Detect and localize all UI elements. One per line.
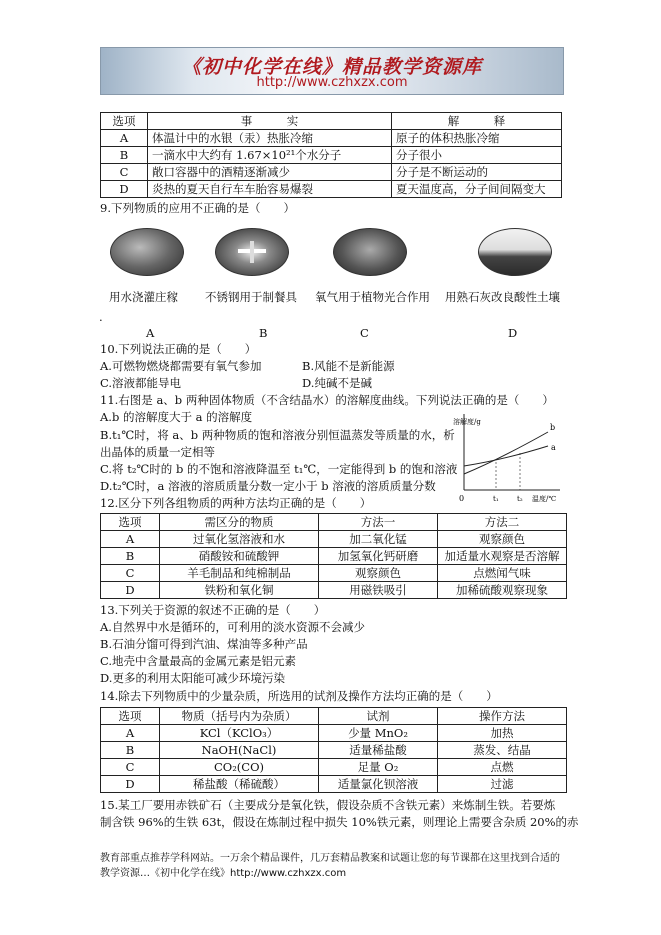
graph-label-a: a — [551, 443, 556, 452]
table-row — [101, 181, 562, 198]
graph-t1: t₁ — [493, 495, 499, 502]
question-15-line-1: 15.某工厂要用赤铁矿石（主要成分是氧化铁，假设杂质不含铁元素）来炼制生铁。若要炼 — [100, 798, 556, 812]
table-header-cell: 选项 — [101, 514, 160, 531]
option-letter-a: A — [146, 326, 155, 340]
question-13-option-a: A.自然界中水是循环的，可利用的淡水资源不会减少 — [100, 620, 365, 634]
plant-photo — [333, 228, 407, 276]
question-9-stem: 9.下列物质的应用不正确的是（ ） — [100, 201, 295, 215]
table-cell: 敞口容器中的酒精逐渐减少 — [148, 164, 392, 181]
table-cell: B — [101, 147, 148, 164]
table-row — [101, 725, 567, 742]
question-10-option-a: A.可燃物燃烧都需要有氧气参加 — [100, 359, 262, 373]
question-11-option-b-cont: 出晶体的质量一定相等 — [100, 445, 215, 459]
table-header-cell: 方法一 — [319, 514, 438, 531]
question-10-option-d: D.纯碱不是碱 — [302, 376, 372, 390]
solubility-graph — [448, 410, 566, 502]
table-cell: D — [101, 181, 148, 198]
table-cell: 加适量水观察是否溶解 — [438, 548, 567, 565]
table-row — [101, 742, 567, 759]
table-cell: 铁粉和氧化铜 — [160, 582, 319, 599]
table-cell: NaOH(NaCl) — [160, 742, 319, 759]
option-letter-c: C — [360, 326, 369, 340]
table-cell: 少量 MnO₂ — [319, 725, 438, 742]
table-cell: A — [101, 531, 160, 548]
tableware-photo — [215, 228, 289, 276]
table-row — [101, 582, 567, 599]
fork-spoon-icon — [216, 229, 288, 275]
table-cell: 适量氯化钡溶液 — [319, 776, 438, 793]
question-10-stem: 10.下列说法正确的是（ ） — [100, 342, 257, 356]
graph-x-label: 温度/℃ — [532, 495, 557, 502]
graph-t2: t₂ — [517, 495, 523, 502]
question-11-option-c: C.将 t₂℃时的 b 的不饱和溶液降温至 t₁℃，一定能得到 b 的饱和溶液 — [100, 462, 458, 476]
page-footer — [100, 851, 570, 881]
question-11-stem: 11.右图是 a、b 两种固体物质（不含结晶水）的溶解度曲线。下列说法正确的是（ ） — [100, 393, 554, 407]
table-cell: 炎热的夏天自行车车胎容易爆裂 — [148, 181, 392, 198]
table-header-cell: 需区分的物质 — [160, 514, 319, 531]
table-cell: 硝酸铵和硫酸钾 — [160, 548, 319, 565]
question-13-option-d: D.更多的利用太阳能可减少环境污染 — [100, 671, 285, 685]
distinguish-table — [100, 513, 567, 599]
footer-line-2[interactable]: 教学资源…《初中化学在线》http://www.czhxzx.com — [100, 868, 347, 879]
question-11-option-b: B.t₁℃时，将 a、b 两种物质的饱和溶液分别恒温蒸发等质量的水，析 — [100, 428, 455, 442]
table-header-cell: 试剂 — [319, 708, 438, 725]
table-cell: 加二氧化锰 — [319, 531, 438, 548]
soil-field-photo — [478, 228, 552, 276]
table-header-cell: 操作方法 — [438, 708, 567, 725]
table-cell: A — [101, 130, 148, 147]
curve-b — [464, 432, 548, 474]
caption-c: 氧气用于植物光合作用 — [315, 290, 430, 304]
table-row — [101, 548, 567, 565]
table-cell: 加稀硫酸观察现象 — [438, 582, 567, 599]
question-13-stem: 13.下列关于资源的叙述不正确的是（ ） — [100, 603, 326, 617]
table-header-row — [101, 113, 562, 130]
table-cell: 体温计中的水银（汞）热胀冷缩 — [148, 130, 392, 147]
table-cell: 足量 O₂ — [319, 759, 438, 776]
table-header-cell: 方法二 — [438, 514, 567, 531]
table-cell: 蒸发、结晶 — [438, 742, 567, 759]
table-cell: 稀盐酸（稀硫酸） — [160, 776, 319, 793]
table-cell: D — [101, 582, 160, 599]
option-letter-b: B — [259, 326, 268, 340]
table-row — [101, 130, 562, 147]
curve-a — [464, 446, 548, 466]
table-cell: 分子是不断运动的 — [392, 164, 562, 181]
table-cell: C — [101, 759, 160, 776]
table-row — [101, 147, 562, 164]
table-row — [101, 531, 567, 548]
table-cell: B — [101, 742, 160, 759]
table-cell: A — [101, 725, 160, 742]
question-10-option-c: C.溶液都能导电 — [100, 376, 182, 390]
table-header-cell: 选项 — [101, 113, 148, 130]
table-cell: B — [101, 548, 160, 565]
table-cell: 用磁铁吸引 — [319, 582, 438, 599]
question-12-stem: 12.区分下列各组物质的两种方法均正确的是（ ） — [100, 496, 372, 510]
question-10-option-b: B.风能不是新能源 — [302, 359, 395, 373]
table-cell: 点燃闻气味 — [438, 565, 567, 582]
caption-a: 用水浇灌庄稼 — [109, 290, 178, 304]
caption-d: 用熟石灰改良酸性土壤 — [445, 290, 560, 304]
question-13-option-b: B.石油分馏可得到汽油、煤油等多种产品 — [100, 637, 308, 651]
impurity-table — [100, 707, 567, 793]
table-cell: 原子的体积热胀冷缩 — [392, 130, 562, 147]
banner-url[interactable]: http://www.czhxzx.com — [256, 75, 408, 90]
irrigation-photo — [110, 228, 184, 276]
table-cell: 点燃 — [438, 759, 567, 776]
banner-title: 《初中化学在线》精品教学资源库 — [181, 56, 482, 78]
table-cell: 羊毛制品和纯棉制品 — [160, 565, 319, 582]
table-cell: KCl（KClO₃） — [160, 725, 319, 742]
table-cell: 观察颜色 — [319, 565, 438, 582]
table-cell: C — [101, 164, 148, 181]
table-header-row — [101, 708, 567, 725]
table-cell: 加热 — [438, 725, 567, 742]
question-11-option-d: D.t₂℃时，a 溶液的溶质质量分数一定小于 b 溶液的溶质质量分数 — [100, 479, 436, 493]
graph-origin: 0 — [459, 494, 465, 502]
caption-b: 不锈钢用于制餐具 — [205, 290, 297, 304]
table-header-cell: 解 释 — [392, 113, 562, 130]
footer-line-1: 教育部重点推荐学科网站。一万余个精品课件，几万套精品教案和试题让您的每节课都在这里找到合适的 — [100, 853, 560, 864]
table-cell: CO₂(CO) — [160, 759, 319, 776]
table-header-cell: 事 实 — [148, 113, 392, 130]
table-row — [101, 776, 567, 793]
table-header-cell: 选项 — [101, 708, 160, 725]
option-letter-d: D — [508, 326, 518, 340]
table-row — [101, 565, 567, 582]
table-row — [101, 164, 562, 181]
table-cell: 一滴水中大约有 1.67×10²¹个水分子 — [148, 147, 392, 164]
graph-y-label: 溶解度/g — [453, 418, 481, 426]
table-header-row — [101, 514, 567, 531]
table-cell: 加氢氧化钙研磨 — [319, 548, 438, 565]
stray-dot: . — [99, 310, 103, 324]
table-cell: C — [101, 565, 160, 582]
question-15-line-2: 制含铁 96%的生铁 63t，假设在炼制过程中损失 10%铁元素，则理论上需要含杂质 20%的赤 — [100, 815, 579, 829]
graph-label-b: b — [550, 423, 556, 432]
header-banner — [100, 47, 564, 95]
table-cell: D — [101, 776, 160, 793]
question-14-stem: 14.除去下列物质中的少量杂质，所选用的试剂及操作方法均正确的是（ ） — [100, 689, 498, 703]
table-header-cell: 物质（括号内为杂质） — [160, 708, 319, 725]
question-11-option-a: A.b 的溶解度大于 a 的溶解度 — [100, 410, 253, 424]
table-cell: 过滤 — [438, 776, 567, 793]
table-cell: 观察颜色 — [438, 531, 567, 548]
table-row — [101, 759, 567, 776]
table-cell: 适量稀盐酸 — [319, 742, 438, 759]
table-cell: 过氧化氢溶液和水 — [160, 531, 319, 548]
table-cell: 分子很小 — [392, 147, 562, 164]
question-13-option-c: C.地壳中含量最高的金属元素是铝元素 — [100, 654, 297, 668]
table-cell: 夏天温度高，分子间间隔变大 — [392, 181, 562, 198]
facts-table — [100, 112, 562, 198]
